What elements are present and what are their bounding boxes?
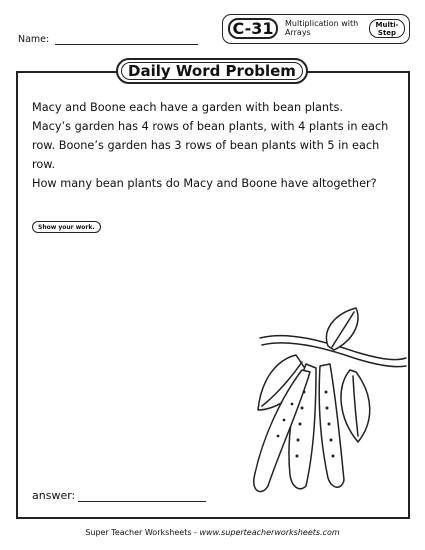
bean-plant-icon [236,300,408,500]
level-badge: Multi-Step [369,19,405,38]
problem-line-2: Macy’s garden has 4 rows of bean plants, with 4 plants in each row. Boone’s garden has 3 rows of bean plants with 5 in each row. [32,120,389,171]
answer-label: answer: [32,489,76,502]
footer-site: Super Teacher Worksheets - [85,528,200,537]
page-title: Daily Word Problem [116,58,308,84]
answer-field[interactable] [78,501,206,502]
worksheet-info-box [222,14,410,44]
problem-line-1: Macy and Boone each have a garden with bean plants. [32,101,343,114]
problem-line-3: How many bean plants do Macy and Boone have altogether? [32,177,377,190]
worksheet-code: C-31 [228,18,278,39]
footer [0,528,425,537]
name-field[interactable] [55,44,198,45]
worksheet-topic: Multiplication with Arrays [285,19,359,37]
show-work-badge: Show your work. [32,221,101,233]
name-label: Name: [18,34,50,45]
footer-url-link[interactable]: www.superteacherworksheets.com [199,528,340,537]
word-problem [32,98,397,193]
